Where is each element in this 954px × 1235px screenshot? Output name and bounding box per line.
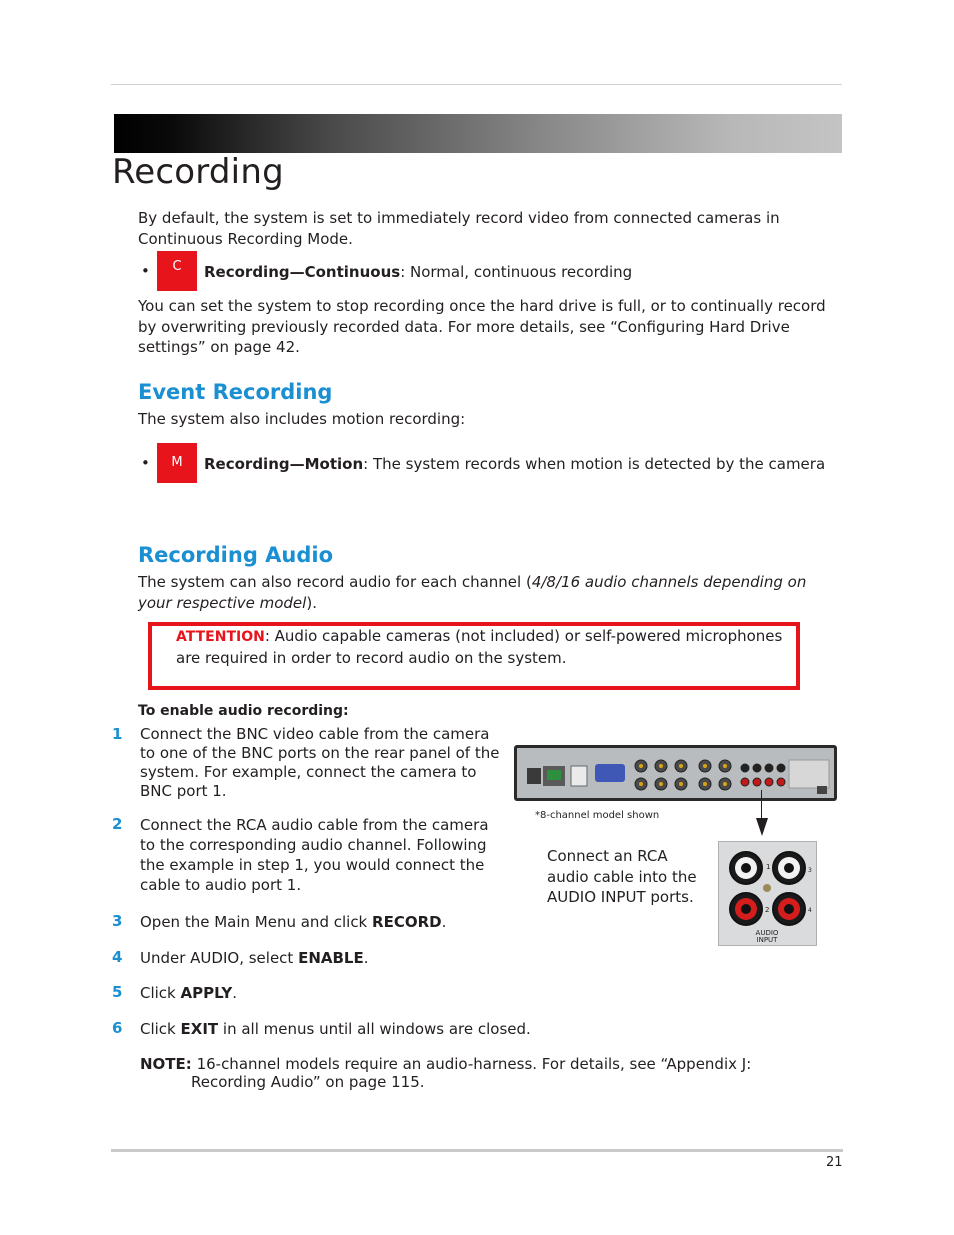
recording-audio-text <box>138 572 828 613</box>
motion-bullet-text <box>204 454 825 475</box>
attention-text <box>176 626 791 668</box>
step-text-after: . <box>232 984 237 1002</box>
step-text-before: Under AUDIO, select <box>140 949 299 967</box>
step-text: Connect the RCA audio cable from the camera to the corresponding audio channel. Following the example in step 1, you would connect the cable to audio port 1. <box>140 816 489 894</box>
note-label: NOTE: <box>140 1055 192 1073</box>
dvr-rear-panel-illustration <box>513 744 838 804</box>
step-text-after: . <box>363 949 369 967</box>
header-rule <box>111 84 842 85</box>
overwrite-paragraph: You can set the system to stop recording once the hard drive is full, or to continually record by overwriting previously recorded data. For more details, see “Configuring Hard Drive settings” on page 42. <box>138 297 826 356</box>
event-recording-text: The system also includes motion recording: <box>138 410 466 428</box>
arrow-down-icon <box>756 818 768 838</box>
bullet: • <box>141 262 150 280</box>
audio-input-ports-illustration <box>718 841 817 946</box>
audio-text-after: ). <box>306 593 317 612</box>
arrow-line <box>761 790 762 820</box>
page-number: 21 <box>826 1155 843 1170</box>
port-number: 1 <box>766 863 771 871</box>
port-number: 3 <box>808 867 812 874</box>
step-text-after: in all menus until all windows are closed. <box>218 1020 531 1038</box>
port-number: 4 <box>808 907 812 914</box>
attention-desc: : Audio capable cameras (not included) or self-powered microphones are required in order to record audio on the system. <box>176 627 783 667</box>
note-text: 16-channel models require an audio-harness. For details, see “Appendix J: Recording Audio” on page 115. <box>191 1055 752 1091</box>
step-bold: EXIT <box>180 1020 219 1038</box>
motion-label: Recording—Motion <box>204 455 364 473</box>
continuous-label: Recording—Continuous <box>204 263 401 281</box>
step-number: 4 <box>112 948 123 966</box>
audio-text-italic: 4/8/16 audio channels depending on your respective model <box>138 573 807 612</box>
step-text <box>140 948 369 968</box>
step-bold: ENABLE <box>298 949 364 967</box>
step-text-after: . <box>441 913 447 931</box>
procedure-title: To enable audio recording: <box>138 703 349 719</box>
footer-rule <box>111 1149 843 1152</box>
attention-label: ATTENTION <box>176 629 265 645</box>
step-number: 1 <box>112 725 123 743</box>
recording-audio-heading: Recording Audio <box>138 543 334 567</box>
step-number: 3 <box>112 912 123 930</box>
motion-recording-icon: M <box>157 443 197 483</box>
continuous-desc: : Normal, continuous recording <box>400 263 633 281</box>
step-text-before: Click <box>140 984 181 1002</box>
figure-callout: Connect an RCA audio cable into the AUDIO INPUT ports. <box>547 847 697 906</box>
port-label: AUDIO <box>755 929 779 937</box>
section-banner <box>114 114 842 153</box>
continuous-bullet-text <box>204 262 632 283</box>
step-bold: APPLY <box>180 984 233 1002</box>
step-number: 5 <box>112 983 123 1001</box>
rca-ports-icon <box>719 842 816 945</box>
step-number: 6 <box>112 1019 123 1037</box>
intro-paragraph: By default, the system is set to immediately record video from connected cameras in Continuous Recording Mode. <box>138 209 780 248</box>
step-text: Connect the BNC video cable from the camera to one of the BNC ports on the rear panel of the system. For example, connect the camera to BNC port 1. <box>140 725 500 800</box>
event-recording-heading: Event Recording <box>138 380 333 404</box>
step-text <box>140 983 237 1003</box>
figure-caption: *8-channel model shown <box>535 810 660 821</box>
motion-desc: : The system records when motion is detected by the camera <box>363 455 826 473</box>
port-number: 2 <box>765 906 770 914</box>
step-text <box>140 1019 531 1039</box>
step-text <box>140 912 446 932</box>
port-label: INPUT <box>756 936 778 944</box>
step-text-before: Click <box>140 1020 181 1038</box>
step-number: 2 <box>112 815 123 833</box>
note <box>140 1055 831 1091</box>
page-title: Recording <box>112 152 284 192</box>
bullet: • <box>141 454 150 472</box>
audio-text-before: The system can also record audio for each channel ( <box>138 573 532 591</box>
step-text-before: Open the Main Menu and click <box>140 913 373 931</box>
step-bold: RECORD <box>372 913 442 931</box>
continuous-recording-icon: C <box>157 251 197 291</box>
